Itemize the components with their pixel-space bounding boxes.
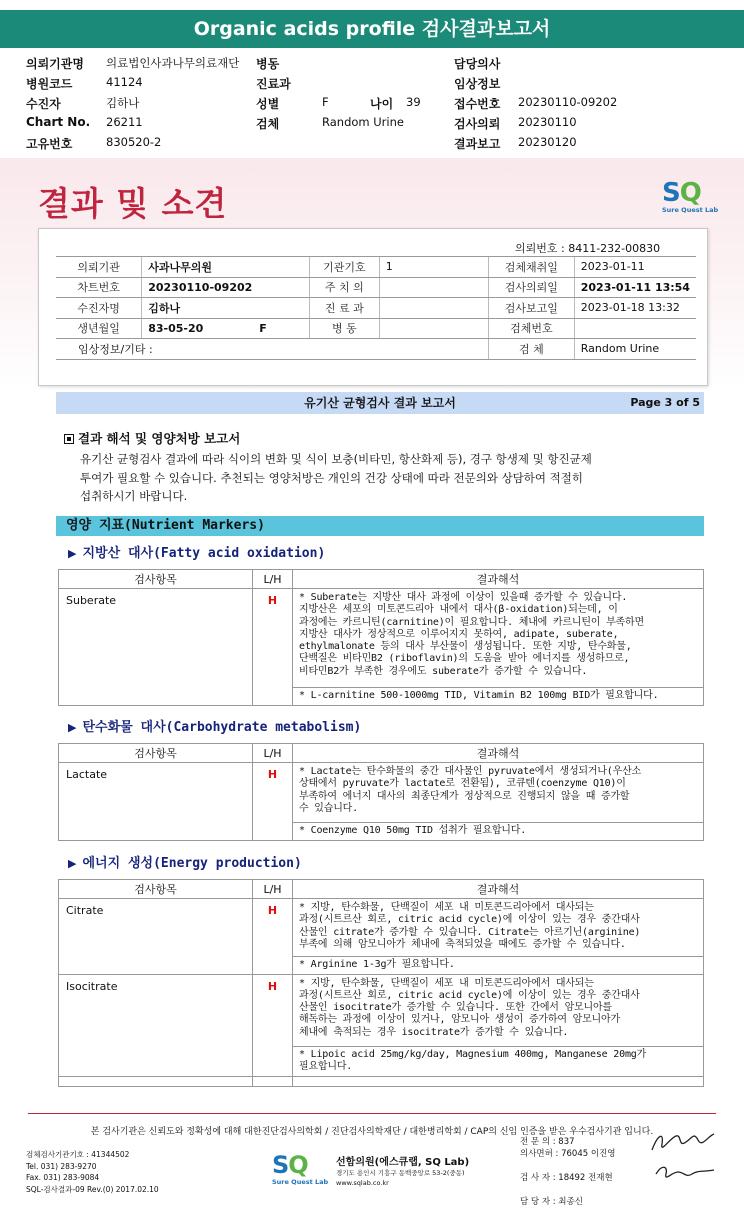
cell-label: 검사의뢰일 (488, 277, 574, 298)
cell-value: 83-05-20 F (142, 318, 310, 339)
cell-label: 병 동 (309, 318, 379, 339)
hospital-code-value: 41124 (106, 75, 143, 89)
footer-divider (28, 1113, 716, 1114)
flag-high: H (253, 899, 293, 975)
table-row (59, 974, 704, 1046)
cell-value: 사과나무의원 (142, 257, 310, 278)
cell-label: 검체번호 (488, 318, 574, 339)
age-value: 39 (406, 95, 421, 109)
specimen-value: Random Urine (322, 115, 404, 129)
cell-value (379, 277, 488, 298)
cell-label: 차트번호 (56, 277, 142, 298)
energy-table (58, 879, 704, 1087)
nutrient-markers-bar: 영양 지표(Nutrient Markers) (56, 516, 704, 536)
col-header-result: 결과해석 (293, 744, 704, 763)
patient-label: 수진자 (26, 97, 61, 111)
interpretation-heading: 결과 해석 및 영양처방 보고서 (64, 429, 240, 447)
cell-value: 2023-01-11 (574, 257, 696, 278)
cell-value (574, 318, 696, 339)
table-row (59, 899, 704, 957)
request-label: 검사의뢰 (454, 117, 501, 131)
flag-high: H (253, 974, 293, 1076)
request-value: 20230110 (518, 115, 577, 129)
clinical-label: 임상정보 (454, 77, 501, 91)
ward-label: 병동 (256, 57, 280, 71)
chart-value: 26211 (106, 115, 143, 129)
flag-high: H (253, 763, 293, 841)
marker-name: Isocitrate (59, 974, 253, 1076)
institution-value: 의료법인사과나무의료재단 (106, 56, 240, 70)
marker-name: Citrate (59, 899, 253, 975)
section-title: 유기산 균형검사 결과 보고서 (304, 396, 456, 410)
footer-sq-logo: SQ Sure Quest Lab (272, 1151, 329, 1186)
marker-name: Suberate (59, 589, 253, 706)
cell-value: 김하나 (142, 298, 310, 319)
receipt-label: 접수번호 (454, 97, 501, 111)
institution-label: 의뢰기관명 (26, 57, 84, 71)
footer-staff: 전 문 의 : 837 의사면허 : 76045 이진영 검 사 자 : 18492 전재현 담 당 자 : 최종신 (520, 1137, 616, 1207)
sq-lab-logo: SQ Sure Quest Lab (662, 178, 719, 214)
footer-organization: 선함의원(에스큐랩, SQ Lab) 경기도 용인시 기흥구 동백중앙로 53-2(중동) www.sqlab.co.kr (336, 1157, 470, 1187)
col-header-lh: L/H (253, 570, 293, 589)
col-header-item: 검사항목 (59, 880, 253, 899)
request-row (56, 257, 696, 278)
col-header-lh: L/H (253, 880, 293, 899)
table-row (59, 1076, 704, 1086)
cell-label: 의뢰기관 (56, 257, 142, 278)
report-title: Organic acids profile 검사결과보고서 (0, 10, 744, 48)
cell-label: 기관기호 (309, 257, 379, 278)
col-header-item: 검사항목 (59, 570, 253, 589)
clinical-info-label: 임상정보/기타 : (56, 339, 488, 360)
marker-prescription: * Lipoic acid 25mg/kg/day, Magnesium 400mg, Manganese 20mg가 필요합니다. (293, 1046, 704, 1076)
specimen-label: 검체 (256, 117, 280, 131)
cell-label: 생년월일 (56, 318, 142, 339)
request-info-table (56, 256, 696, 360)
checkbox-square-icon (64, 434, 74, 444)
cell-value (379, 298, 488, 319)
certification-text: 본 검사기관은 신뢰도와 정확성에 대해 대한진단검사의학회 / 진단검사의학재단 / 대한병리학회 / CAP의 신임 인증을 받은 우수검사기관 입니다. (90, 1127, 654, 1137)
report-value: 20230120 (518, 135, 577, 149)
marker-description: * Lactate는 탄수화물의 중간 대사물인 pyruvate에서 생성되거나(우산소 상태에서 pyruvate가 lactate로 전환됨), 코큐텐(coenzyme Q10)이 부족하여 에너지 대사의 최종단계가 정상적으로 진행되지 않을 때 증가할 수 있습니다. (293, 763, 704, 823)
request-row (56, 318, 696, 339)
patient-value: 김하나 (106, 96, 140, 110)
signature-1 (648, 1128, 718, 1158)
request-number: 의뢰번호 : 8411-232-00830 (515, 242, 661, 255)
table-row (59, 589, 704, 688)
cell-label: 수진자명 (56, 298, 142, 319)
cell-value: 1 (379, 257, 488, 278)
marker-prescription: * Arginine 1-3g가 필요합니다. (293, 957, 704, 975)
cell-value: Random Urine (574, 339, 696, 360)
marker-prescription: * L-carnitine 500-1000mg TID, Vitamin B2 100mg BID가 필요합니다. (293, 688, 704, 706)
cell-label: 진 료 과 (309, 298, 379, 319)
chart-label: Chart No. (26, 115, 91, 129)
col-header-lh: L/H (253, 744, 293, 763)
cell-label: 주 치 의 (309, 277, 379, 298)
col-header-item: 검사항목 (59, 744, 253, 763)
category-carbohydrate: ▶ 탄수화물 대사(Carbohydrate metabolism) (68, 720, 362, 735)
page-indicator: Page 3 of 5 (630, 396, 700, 409)
doctor-label: 담당의사 (454, 57, 501, 71)
col-header-result: 결과해석 (293, 880, 704, 899)
sex-value: F (322, 95, 329, 109)
report-label: 결과보고 (454, 137, 501, 151)
marker-prescription: * Coenzyme Q10 50mg TID 섭취가 필요합니다. (293, 823, 704, 841)
id-label: 고유번호 (26, 137, 73, 151)
footer-contact: 검체검사기관기호 : 41344502 Tel. 031) 283-9270 Fax. 031) 283-9084 SQL-검사결과-09 Rev.(0) 2017.02.10 (26, 1150, 159, 1194)
department-label: 진료과 (256, 77, 291, 91)
age-label: 나이 (370, 97, 394, 111)
receipt-value: 20230110-09202 (518, 95, 618, 109)
cell-label: 검 체 (488, 339, 574, 360)
category-energy: ▶ 에너지 생성(Energy production) (68, 856, 302, 871)
section-header (56, 392, 704, 414)
cell-label: 검체채취일 (488, 257, 574, 278)
empty-cell (293, 1076, 704, 1086)
marker-description: * 지방, 탄수화물, 단백질이 세포 내 미토콘드리아에서 대사되는 과정(시트르산 회로, citric acid cycle)에 이상이 있는 경우 중간대사 산물인 citrate가 증가할 수 있습니다. Citrate는 아르기닌(arginine) 부족에 의해 암모니아가 체내에 축적되었을 때에도 증가할 수 있습니다. (293, 899, 704, 957)
table-row (59, 763, 704, 823)
marker-description: * Suberate는 지방산 대사 과정에 이상이 있을때 증가할 수 있습니다. 지방산은 세포의 미토콘드리아 내에서 대사(β-oxidation)되는데, 이 과정에는 카르니틴(carnitine)이 필요합니다. 체내에 카르니틴이 부족하면 지방산 대사가 정상적으로 이루어지지 못하여, adipate, suberate, ethylmalonate 등의 대사 부산물이 생성됩니다. 또한 지방, 탄수화물, 단백질은 비타민B2 (riboflavin)의 도움을 받아 에너지를 생성하므로, 비타민B2가 부족한 경우에도 suberate가 증가할 수 있습니다. (293, 589, 704, 688)
triangle-right-icon: ▶ (68, 547, 77, 560)
cell-label: 검사보고일 (488, 298, 574, 319)
fatty-acid-table (58, 569, 704, 706)
category-fatty-acid: ▶ 지방산 대사(Fatty acid oxidation) (68, 546, 326, 561)
interpretation-text: 유기산 균형검사 결과에 따라 식이의 변화 및 식이 보충(비타민, 항산화제 등), 경구 항생제 및 항진균제 투여가 필요할 수 있습니다. 추천되는 영양처방은 개인의 건강 상태에 따라 전문의와 상담하여 적절히 섭취하시기 바랍니다. (80, 452, 592, 503)
triangle-right-icon: ▶ (68, 857, 77, 870)
cell-value: 2023-01-18 13:32 (574, 298, 696, 319)
cell-value: 20230110-09202 (142, 277, 310, 298)
request-row (56, 298, 696, 319)
marker-description: * 지방, 탄수화물, 단백질이 세포 내 미토콘드리아에서 대사되는 과정(시트르산 회로, citric acid cycle)에 이상이 있는 경우 중간대사 산물인 isocitrate가 증가할 수 있습니다. 또한 간에서 암모니아를 해독하는 과정에 이상이 있거나, 암모니아 생성이 증가하여 암모니아가 체내에 축적되는 경우 isocitrate가 증가할 수 있습니다. (293, 974, 704, 1046)
signature-2 (652, 1160, 718, 1186)
empty-cell (59, 1076, 253, 1086)
cell-value (379, 318, 488, 339)
marker-name: Lactate (59, 763, 253, 841)
triangle-right-icon: ▶ (68, 721, 77, 734)
request-row (56, 339, 696, 360)
carbohydrate-table (58, 743, 704, 841)
banner-title: 결과 및 소견 (38, 184, 228, 223)
id-value: 830520-2 (106, 135, 162, 149)
empty-cell (253, 1076, 293, 1086)
col-header-result: 결과해석 (293, 570, 704, 589)
request-row (56, 277, 696, 298)
hospital-code-label: 병원코드 (26, 77, 73, 91)
cell-value: 2023-01-11 13:54 (574, 277, 696, 298)
flag-high: H (253, 589, 293, 706)
sex-label: 성별 (256, 97, 280, 111)
